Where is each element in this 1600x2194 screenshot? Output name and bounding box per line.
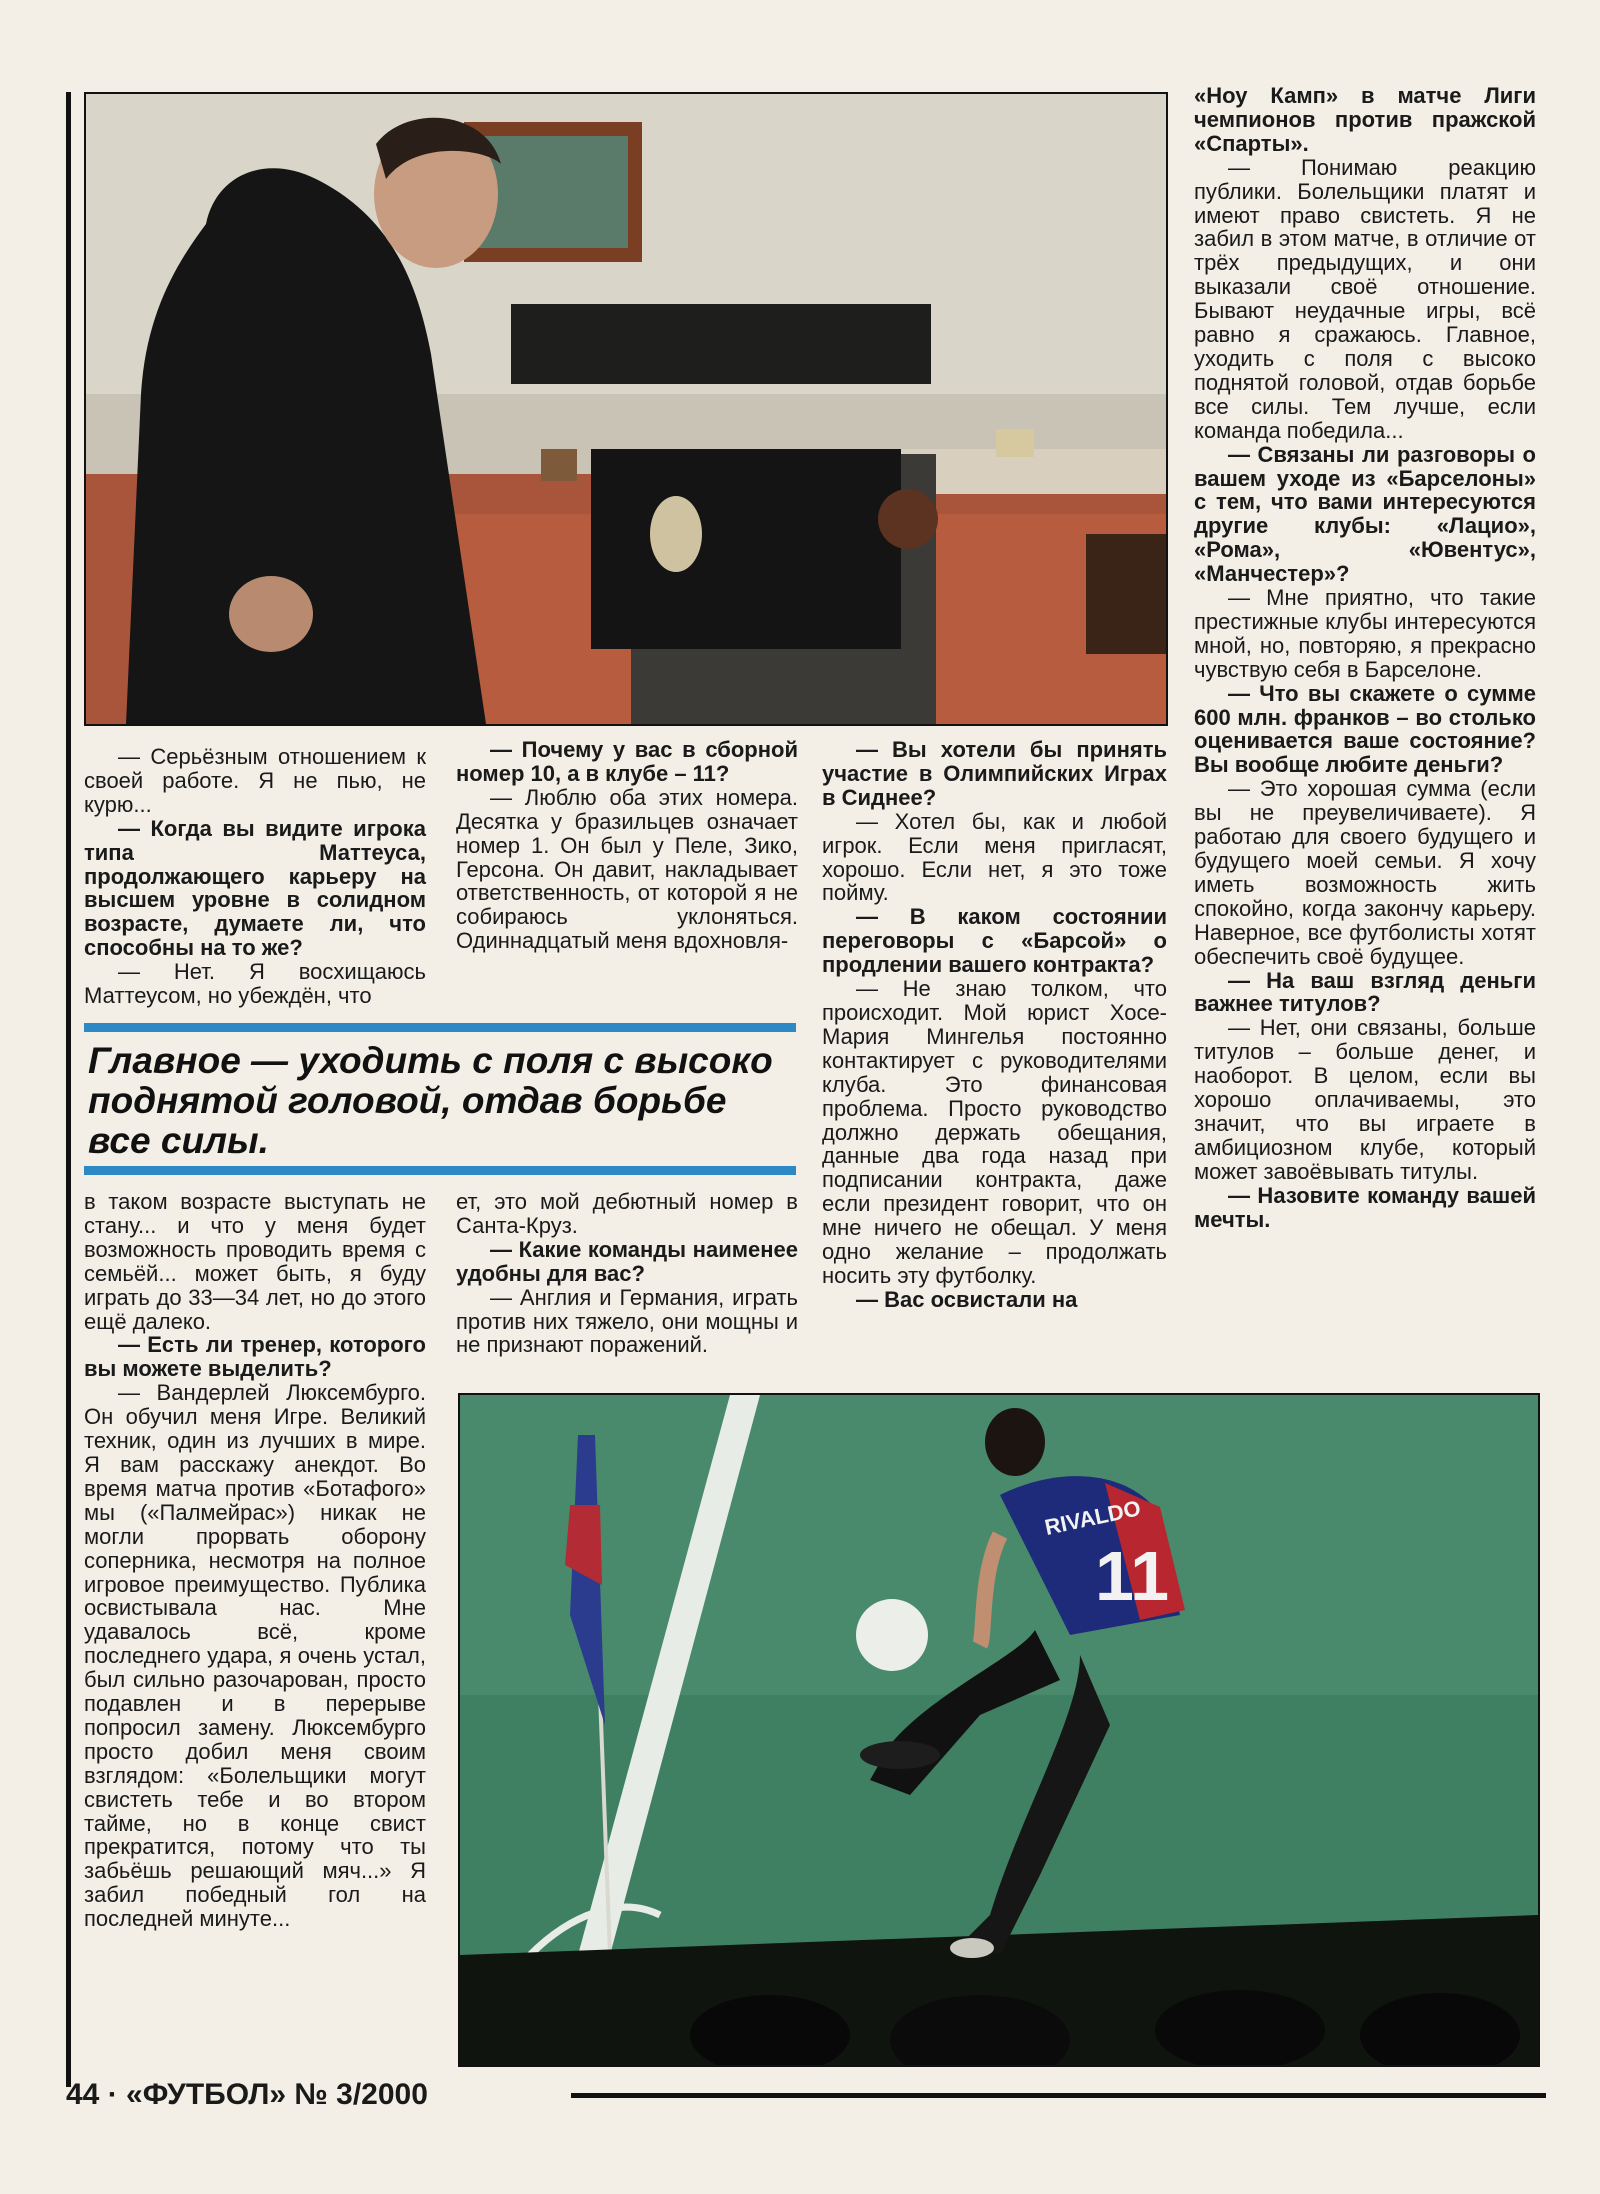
pull-quote-text: Главное — уходить с поля с высоко поднятой головой, отдав борьбе все силы. bbox=[88, 1040, 773, 1161]
page-number-and-issue: 44 · «ФУТБОЛ» № 3/2000 bbox=[66, 2078, 428, 2111]
question-text: — Почему у вас в сборной номер 10, а в клубе – 11? bbox=[456, 737, 798, 786]
answer-text: — Мне приятно, что такие престижные клубы интересуются мной, но, повторяю, я прекрасно чувствую себя в Барселоне. bbox=[1194, 585, 1536, 682]
pull-quote-bottom-bar bbox=[84, 1166, 796, 1175]
answer-text: — Не знаю толком, что происходит. Мой юрист Хосе-Мария Мингелья постоянно контактирует с руководителями клуба. Это финансовая проблема. Просто руководство должно держать обещания, данные два года назад при подписании контракта, даже если президент говорит, что он мне ничего не обещал. У меня одно желание – продолжать носить эту футболку. bbox=[822, 976, 1167, 1288]
question-text: — Что вы скажете о сумме 600 млн. франков – во столько оценивается ваше состояние? Вы вообще любите деньги? bbox=[1194, 680, 1536, 778]
question-text: — На ваш взгляд деньги важнее титулов? bbox=[1194, 967, 1536, 1017]
corner-kick-photo bbox=[458, 1393, 1540, 2067]
answer-text: — Англия и Германия, играть против них тяжело, они мощны и не признают поражений. bbox=[456, 1284, 798, 1358]
article-column-2-upper bbox=[456, 738, 798, 953]
left-margin-rule bbox=[66, 92, 71, 2087]
answer-text: — Понимаю реакцию публики. Болельщики платят и имеют право свистеть. Я не забил в этом матче, в отличие от трёх предыдущих, и они выказали своё отношение. Бывают неудачные игры, всё равно я сражаюсь. Главное, уходить с поля с высоко поднятой головой, отдав борьбе все силы. Тем лучше, если команда победила... bbox=[1194, 154, 1536, 443]
answer-text: — Это хорошая сумма (если вы не преувеличиваете). Я работаю для своего будущего и будущего моей семьи. Я хочу иметь возможность жить спокойно, когда закончу карьеру. Наверное, все футболисты хотят обеспечить своё будущее. bbox=[1194, 776, 1536, 969]
question-text: «Ноу Камп» в матче Лиги чемпионов против пражской «Спарты». bbox=[1194, 83, 1536, 156]
article-column-3 bbox=[822, 738, 1167, 1312]
article-column-1-upper bbox=[84, 745, 426, 1008]
question-text: — Вас освистали на bbox=[856, 1286, 1078, 1312]
answer-text: — Нет, они связаны, больше титулов – больше денег, и наоборот. В целом, если вы хорошо оплачиваемы, это значит, что вы играете в амбициозном клубе, который может завоёвывать титулы. bbox=[1194, 1015, 1536, 1184]
question-text: — Когда вы видите игрока типа Маттеуса, продолжающего карьеру на высшем уровне в солидном возрасте, думаете ли, что способны на то же? bbox=[84, 815, 426, 961]
question-text: — Есть ли тренер, которого вы можете выделить? bbox=[84, 1332, 426, 1382]
article-column-1-lower bbox=[84, 1190, 426, 1931]
question-text: — Какие команды наименее удобны для вас? bbox=[456, 1236, 798, 1286]
continued-text: ет, это мой дебютный номер в Санта-Круз. bbox=[456, 1189, 798, 1238]
pull-quote bbox=[84, 1023, 796, 1175]
footer-rule bbox=[571, 2093, 1546, 2098]
answer-text: — Хотел бы, как и любой игрок. Если меня пригласят, хорошо. Если нет, я это тоже пойму. bbox=[822, 808, 1167, 906]
jersey-number: 11 bbox=[1095, 1537, 1169, 1615]
question-text: — В каком состоянии переговоры с «Барсой» о продлении вашего контракта? bbox=[822, 904, 1167, 978]
pull-quote-top-bar bbox=[84, 1023, 796, 1032]
article-column-right-top bbox=[1194, 84, 1536, 1232]
jersey-name: RIVALDO bbox=[1042, 1495, 1143, 1540]
answer-text: — Серьёзным отношением к своей работе. Я не пью, не курю... bbox=[84, 744, 426, 817]
answer-text: — Люблю оба этих номера. Десятка у бразильцев означает номер 1. Он был у Пеле, Зико, Герсона. Он давит, накладывает ответственность, от которой я не собираюсь уклоняться. Одиннадцатый меня вдохновля- bbox=[456, 784, 798, 954]
continued-text: в таком возрасте выступать не стану... и что у меня будет возможность проводить время с семьёй... может быть, я буду играть до 33—34 лет, но до этого ещё далеко. bbox=[84, 1189, 426, 1334]
top-photo-illustration bbox=[86, 94, 1166, 724]
answer-text: — Нет. Я восхищаюсь Маттеусом, но убеждён, что bbox=[84, 959, 426, 1009]
top-photo bbox=[84, 92, 1168, 726]
page-footer bbox=[66, 2077, 1546, 2113]
question-text: — Связаны ли разговоры о вашем уходе из «Барселоны» с тем, что вами интересуются другие клубы: «Лацио», «Рома», «Ювентус», «Манчестер»? bbox=[1194, 441, 1536, 587]
question-text: — Вы хотели бы принять участие в Олимпийских Играх в Сиднее? bbox=[822, 737, 1167, 810]
article-column-2-lower bbox=[456, 1190, 798, 1357]
question-text: — Назовите команду вашей мечты. bbox=[1194, 1182, 1536, 1232]
corner-kick-illustration bbox=[460, 1395, 1538, 2065]
answer-text: — Вандерлей Люксембурго. Он обучил меня Игре. Великий техник, один из лучших в мире. Я вам расскажу анекдот. Во время матча против «Ботафого» мы («Палмейрас») никак не могли прорвать оборону соперника, несмотря на полное игровое преимущество. Публика освистывала нас. Мне удавалось всё, кроме последнего удара, я очень устал, был сильно разочарован, просто подавлен и в перерыве попросил замену. Люксембурго просто добил меня своим взглядом: «Болельщики могут свистеть тебе и во втором тайме, но в конце свист прекратится, потому что ты забьёшь решающий мяч...» Я забил победный гол на последней минуте... bbox=[84, 1380, 426, 1932]
